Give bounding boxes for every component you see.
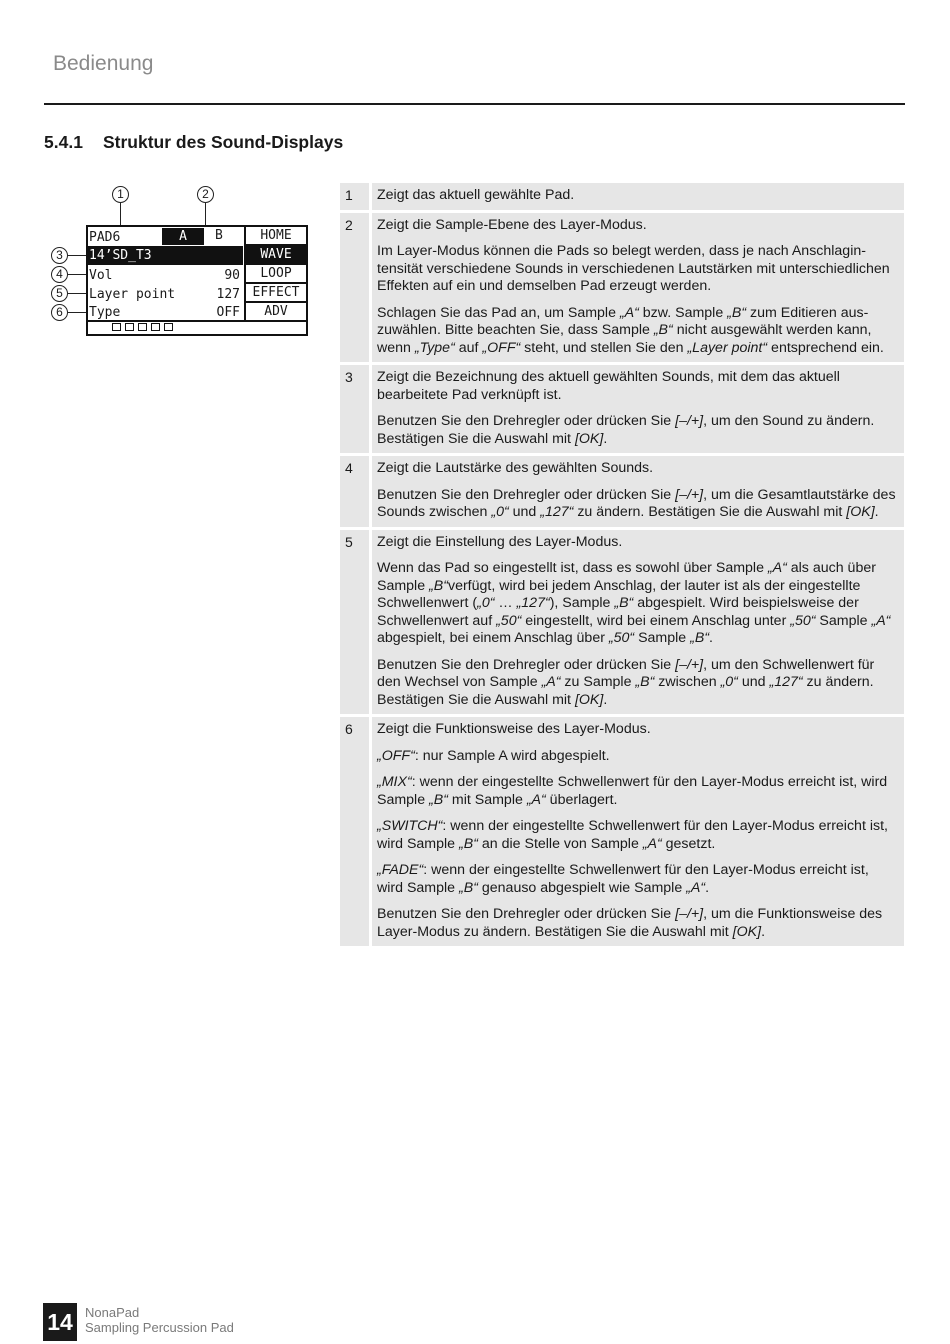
footer-subtitle: Sampling Percussion Pad xyxy=(85,1320,234,1335)
row-number: 4 xyxy=(340,456,369,527)
table-row xyxy=(340,717,904,946)
section-title: Struktur des Sound-Displays xyxy=(103,132,344,152)
description-paragraph: Benutzen Sie den Drehregler oder drücken Sie [–/+], um den Sound zu ändern. Bestätigen Sie die Auswahl mit [OK]. xyxy=(377,413,875,447)
table-row xyxy=(340,530,904,715)
lcd-param-value: OFF xyxy=(216,305,240,320)
lcd-indicator-square xyxy=(151,323,160,331)
row-description xyxy=(372,530,904,715)
description-paragraph: Benutzen Sie den Drehregler oder drücken Sie [–/+], um den Schwellenwert für den Wechsel von Sample „A“ zu Sample „B“ zwischen „0“ und „127“ zu ändern. Bestätigen Sie die Auswahl mit [OK]. xyxy=(377,656,875,708)
row-description xyxy=(372,456,904,527)
lcd-indicator-square xyxy=(164,323,173,331)
section-heading xyxy=(44,132,343,153)
description-paragraph: „MIX“: wenn der eingestellte Schwellenwert für den Layer-Modus erreicht ist, wird Sample „B“ mit Sample „A“ überlagert. xyxy=(377,774,888,808)
description-paragraph: Im Layer-Modus können die Pads so belegt werden, dass je nach Anschlagintensität verschiedene Sounds in verschiedenen Lautstärken mit unterschiedlichen Effekten auf ein und demselben Pad erzeugt werden. xyxy=(377,243,890,294)
callout-5: 5 xyxy=(51,285,68,302)
lcd-layer-a: A xyxy=(162,228,204,245)
row-number: 1 xyxy=(340,183,369,210)
lcd-menu-adv: ADV xyxy=(244,303,306,322)
row-description xyxy=(372,365,904,453)
table-row xyxy=(340,456,904,527)
lcd-layer-b: B xyxy=(215,228,223,243)
description-paragraph: „FADE“: wenn der eingestellte Schwellenwert für den Layer-Modus erreicht ist, wird Sample „B“ genauso abgespielt wie Sample „A“. xyxy=(377,862,869,896)
description-paragraph: Zeigt die Funktionsweise des Layer-Modus. xyxy=(377,721,651,737)
row-description xyxy=(372,213,904,363)
callout-1: 1 xyxy=(112,186,129,203)
callout-4: 4 xyxy=(51,266,68,283)
description-paragraph: „SWITCH“: wenn der eingestellte Schwellenwert für den Layer-Modus erreicht ist, wird Sample „B“ an die Stelle von Sample „A“ gesetzt. xyxy=(377,818,888,852)
lcd-divider xyxy=(88,320,306,322)
row-number: 5 xyxy=(340,530,369,715)
description-table xyxy=(340,183,904,949)
lcd-indicator-square xyxy=(138,323,147,331)
sound-display-figure xyxy=(40,180,330,350)
header-title: Bedienung xyxy=(53,52,154,75)
lcd-param-layer-point xyxy=(89,285,242,304)
lcd-param-label: Type xyxy=(89,305,121,320)
lcd-param-value: 90 xyxy=(224,268,240,283)
lcd-pad-label: PAD6 xyxy=(89,230,121,245)
lcd-param-vol xyxy=(89,266,242,285)
row-description xyxy=(372,183,904,210)
page-number: 14 xyxy=(43,1303,77,1341)
lcd-menu-loop: LOOP xyxy=(244,265,306,284)
row-number: 6 xyxy=(340,717,369,946)
description-paragraph: Zeigt das aktuell gewählte Pad. xyxy=(377,187,575,203)
description-paragraph: Wenn das Pad so eingestellt ist, dass es sowohl über Sample „A“ als auch über Sample „B“verfügt, wird bei jedem Anschlag, der lauter ist als der eingestellte Schwellenwert („0“ … „127“), Sample „B“ abgespielt. Wird beispielsweise der Schwellenwert auf „50“ eingestellt, wird bei einem Anschlag unter „50“ Sample „A“ abgespielt, bei einem Anschlag über „50“ Sample „B“. xyxy=(377,560,891,646)
lcd-indicator-square xyxy=(112,323,121,331)
section-number: 5.4.1 xyxy=(44,132,83,152)
lcd-param-label: Vol xyxy=(89,268,113,283)
description-paragraph: Zeigt die Lautstärke des gewählten Sounds. xyxy=(377,460,654,476)
row-description xyxy=(372,717,904,946)
header-divider xyxy=(44,103,905,105)
lcd-page-indicators xyxy=(112,323,173,331)
lcd-menu-home: HOME xyxy=(244,227,306,246)
table-row xyxy=(340,365,904,453)
description-paragraph: Zeigt die Sample-Ebene des Layer-Modus. xyxy=(377,216,647,233)
lcd-indicator-square xyxy=(125,323,134,331)
lcd-sound-name: 14’SD_T3 xyxy=(88,246,243,265)
lcd-screen xyxy=(86,225,308,336)
row-number: 2 xyxy=(340,213,369,363)
row-number: 3 xyxy=(340,365,369,453)
description-paragraph: Zeigt die Einstellung des Layer-Modus. xyxy=(377,533,623,550)
table-row xyxy=(340,213,904,363)
description-paragraph: Schlagen Sie das Pad an, um Sample „A“ bzw. Sample „B“ zum Editieren auszuwählen. Bitte beachten Sie, dass Sample „B“ nicht ausgewählt werden kann, wenn „Type“ auf „OFF“ steht, und stellen Sie den „Layer point“ entsprechend ein. xyxy=(377,304,884,356)
callout-3: 3 xyxy=(51,247,68,264)
description-paragraph: Benutzen Sie den Drehregler oder drücken Sie [–/+], um die Gesamtlautstärke des Sounds zwischen „0“ und „127“ zu ändern. Bestätigen Sie die Auswahl mit [OK]. xyxy=(377,486,896,520)
footer-product: NonaPad xyxy=(85,1305,140,1320)
callout-2: 2 xyxy=(197,186,214,203)
lcd-menu-wave: WAVE xyxy=(244,246,306,265)
description-paragraph: Benutzen Sie den Drehregler oder drücken Sie [–/+], um die Funktionsweise des Layer-Modus zu ändern. Bestätigen Sie die Auswahl mit [OK]. xyxy=(377,906,883,940)
table-row xyxy=(340,183,904,210)
lcd-menu-effect: EFFECT xyxy=(244,284,306,303)
description-paragraph: Zeigt die Bezeichnung des aktuell gewählten Sounds, mit dem das aktuell bearbeitete Pad verknüpft ist. xyxy=(377,369,840,403)
lcd-param-label: Layer point xyxy=(89,287,176,302)
lcd-param-value: 127 xyxy=(216,287,240,302)
callout-6: 6 xyxy=(51,304,68,321)
description-paragraph: „OFF“: nur Sample A wird abgespielt. xyxy=(377,747,610,764)
